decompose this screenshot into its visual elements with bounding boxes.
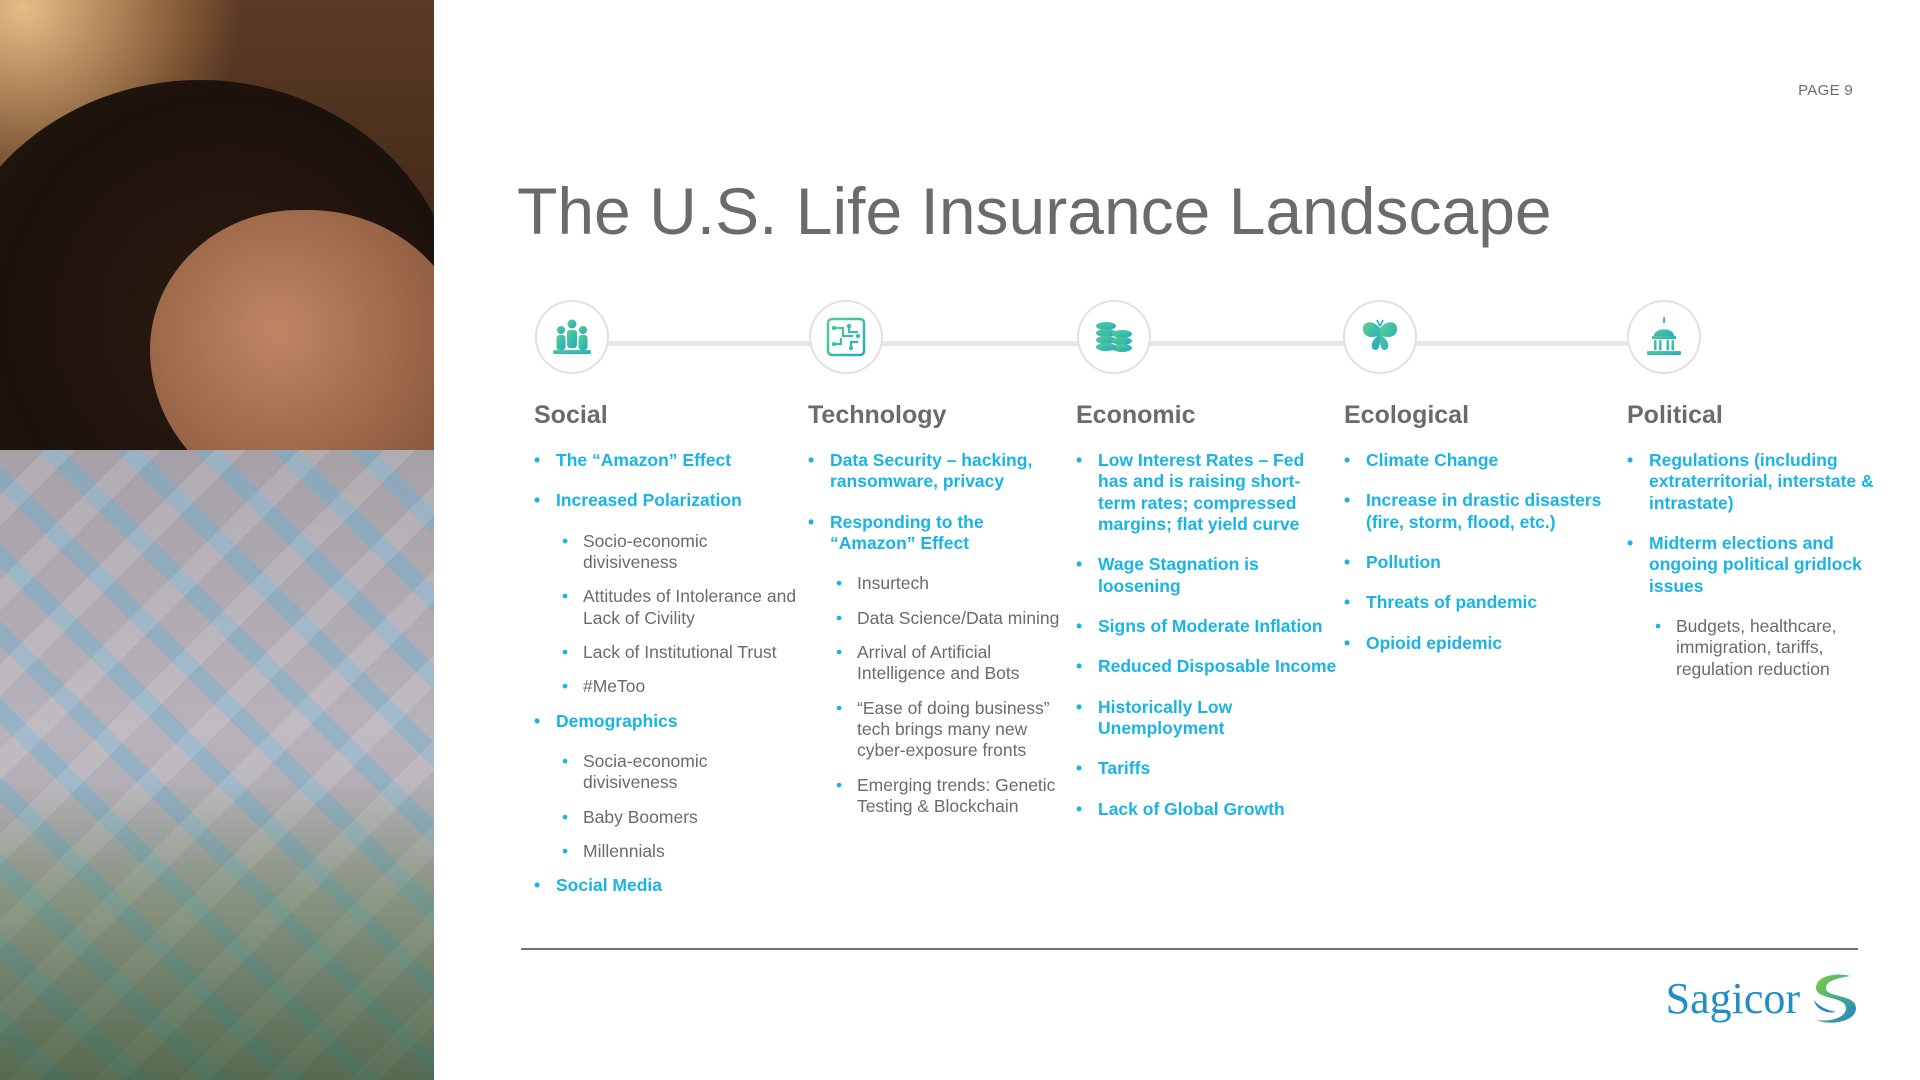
footer-divider [521,948,1858,950]
technology-subitem: • Arrival of Artificial Intelligence and Bots [808,642,1070,685]
economic-item: • Historically Low Unemployment [1076,697,1338,740]
social-item: • The “Amazon” Effect [534,450,804,471]
economic-icon-circle [1077,300,1151,374]
social-subitem: • Lack of Institutional Trust [534,642,804,663]
sagicor-s-logo-icon [1806,970,1858,1026]
column-title-ecological: Ecological [1344,401,1470,429]
social-list [534,450,804,897]
ecological-item: • Climate Change [1344,450,1614,471]
column-title-technology: Technology [808,401,947,429]
social-subitem: • Socio-economic divisiveness [534,531,804,574]
ecological-item: • Pollution [1344,552,1614,573]
social-item: • Increased Polarization [534,490,804,511]
social-subitem: • Millennials [534,841,804,862]
column-title-social: Social [534,401,608,429]
technology-item: • Responding to the “Amazon” Effect [808,512,1070,555]
economic-item: • Tariffs [1076,758,1338,779]
economic-item: • Lack of Global Growth [1076,799,1338,820]
social-icon-circle [535,300,609,374]
political-item: • Regulations (including extraterritorial, interstate & intrastate) [1627,450,1879,514]
social-item: • Demographics [534,711,804,732]
people-group-icon [549,314,595,360]
column-social [534,400,804,916]
ecological-item: • Increase in drastic disasters (fire, storm, flood, etc.) [1344,490,1614,533]
photo-grass [0,780,434,1080]
hero-photo [0,0,434,1080]
butterfly-icon [1357,314,1403,360]
economic-item: • Signs of Moderate Inflation [1076,616,1338,637]
economic-item: • Wage Stagnation is loosening [1076,554,1338,597]
logo-wordmark: Sagicor [1665,973,1800,1023]
political-list [1627,450,1879,680]
column-technology [808,400,1070,830]
technology-subitem: • Emerging trends: Genetic Testing & Blockchain [808,775,1070,818]
technology-subitem: • “Ease of doing business” tech brings many new cyber-exposure fronts [808,698,1070,762]
technology-subitem: • Data Science/Data mining [808,608,1070,629]
social-subitem: • Attitudes of Intolerance and Lack of Civility [534,586,804,629]
technology-item: • Data Security – hacking, ransomware, privacy [808,450,1070,493]
ecological-item: • Opioid epidemic [1344,633,1614,654]
sagicor-logo [1666,970,1858,1026]
column-economic [1076,400,1338,839]
political-subitem: • Budgets, healthcare, immigration, tariffs, regulation reduction [1627,616,1879,680]
ecological-item: • Threats of pandemic [1344,592,1614,613]
technology-subitem: • Insurtech [808,573,1070,594]
page-title: The U.S. Life Insurance Landscape [517,174,1552,248]
political-item: • Midterm elections and ongoing political gridlock issues [1627,533,1879,597]
capitol-building-icon [1641,314,1687,360]
economic-item: • Low Interest Rates – Fed has and is raising short-term rates; compressed margins; flat yield curve [1076,450,1338,535]
social-item: • Social Media [534,875,804,896]
economic-item: • Reduced Disposable Income [1076,656,1338,677]
technology-icon-circle [809,300,883,374]
column-political [1627,400,1879,693]
column-ecological [1344,400,1614,673]
column-title-political: Political [1627,401,1723,429]
social-subitem: • Socia-economic divisiveness [534,751,804,794]
page-number: PAGE 9 [1798,82,1853,99]
economic-list [1076,450,1338,820]
circuit-board-icon [823,314,869,360]
social-subitem: • #MeToo [534,676,804,697]
coin-stacks-icon [1091,314,1137,360]
ecological-icon-circle [1343,300,1417,374]
column-title-economic: Economic [1076,401,1196,429]
technology-list [808,450,1070,817]
social-subitem: • Baby Boomers [534,807,804,828]
ecological-list [1344,450,1614,654]
political-icon-circle [1627,300,1701,374]
